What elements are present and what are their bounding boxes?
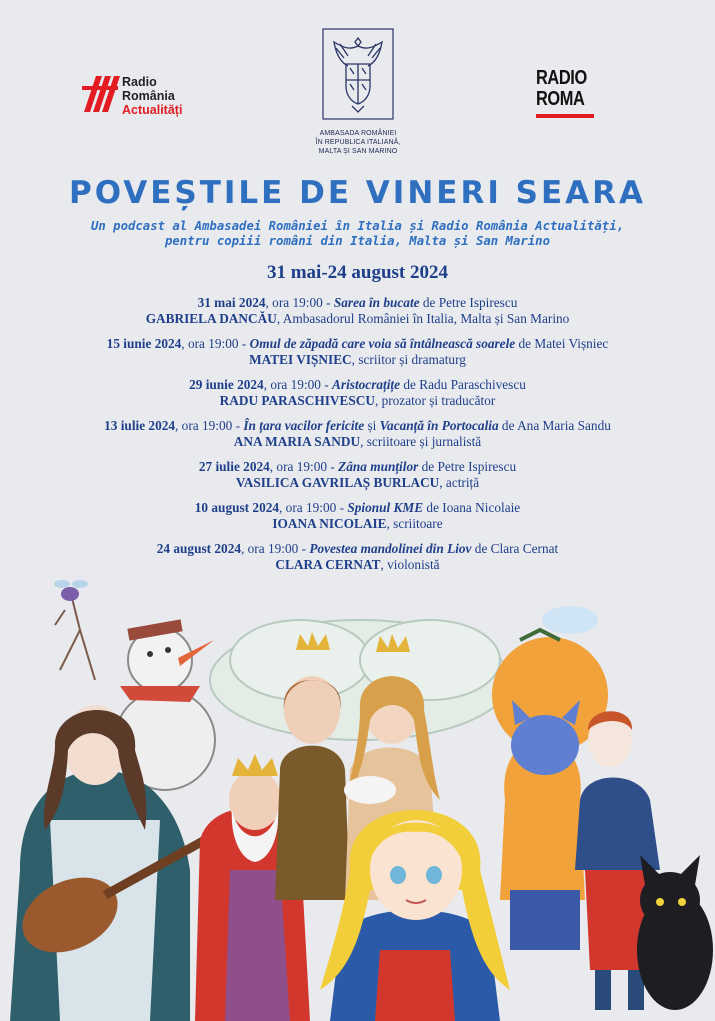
event-story: Omul de zăpadă care voia să întâlnească soarele: [249, 336, 516, 351]
event-date: 10 august 2024: [194, 500, 280, 515]
event-date: 29 iunie 2024: [189, 377, 264, 392]
event-author: de Ana Maria Sandu: [498, 418, 611, 433]
event-time: , ora 19:00 -: [181, 336, 250, 351]
roma-line-1: RADIO: [536, 67, 587, 89]
event-item: [30, 336, 685, 368]
event-story: În țara vacilor fericite: [243, 418, 365, 433]
event-reader: ANA MARIA SANDU: [233, 434, 361, 449]
event-story: Zâna munților: [338, 459, 419, 474]
event-author: de Radu Paraschivescu: [400, 377, 526, 392]
event-story: Povestea mandolinei din Liov: [309, 541, 472, 556]
event-date: 27 iulie 2024: [198, 459, 270, 474]
event-conjunction: și: [364, 418, 380, 433]
event-author: de Clara Cernat: [471, 541, 559, 556]
event-date: 24 august 2024: [156, 541, 241, 556]
radio-roma-logo: [536, 68, 600, 126]
event-reader: VASILICA GAVRILAȘ BURLACU: [235, 475, 440, 490]
black-cat: [637, 855, 713, 1010]
event-time: , ora 19:00 -: [241, 541, 310, 556]
event-date: 13 iulie 2024: [104, 418, 176, 433]
event-reader-role: , scriitor și dramaturg: [351, 352, 466, 367]
event-reader: CLARA CERNAT: [275, 557, 381, 572]
event-author: de Matei Vișniec: [515, 336, 609, 351]
roma-line-2: ROMA: [536, 88, 585, 110]
event-item: [30, 500, 685, 532]
event-item: [30, 295, 685, 327]
subtitle-line-1: Un podcast al Ambasadei României în Italia și Radio România Actualități,: [90, 219, 625, 233]
event-reader-role: , violonistă: [380, 557, 440, 572]
poster-subtitle: [40, 219, 675, 249]
event-date: 15 iunie 2024: [106, 336, 182, 351]
event-item: [30, 459, 685, 491]
poster-title: POVEȘTILE DE VINERI SEARA: [68, 175, 647, 211]
event-author: de Petre Ispirescu: [418, 459, 517, 474]
event-item: [30, 377, 685, 409]
embassy-line-2: ÎN REPUBLICA ITALIANĂ,: [315, 139, 401, 146]
event-story: Sarea în bucate: [333, 295, 420, 310]
event-item: [30, 541, 685, 573]
event-reader-role: , prozator și traducător: [374, 393, 496, 408]
event-list: [30, 295, 685, 582]
event-story: Aristocrațițe: [332, 377, 400, 392]
fairy-tale-illustration: [0, 570, 715, 1021]
event-time: , ora 19:00 -: [175, 418, 244, 433]
event-reader: GABRIELA DANCĂU: [145, 311, 277, 326]
event-reader: MATEI VIȘNIEC: [249, 352, 352, 367]
event-author: de Petre Ispirescu: [419, 295, 518, 310]
roma-underline: [536, 114, 594, 118]
event-story-2: Vacanță în Portocalia: [379, 418, 499, 433]
event-author: de Ioana Nicolaie: [423, 500, 521, 515]
rra-line-2: România: [122, 89, 175, 103]
event-time: , ora 19:00 -: [263, 377, 333, 392]
rra-line-1: Radio: [122, 75, 157, 89]
rra-line-3: Actualități: [122, 103, 183, 117]
event-reader-role: , scriitoare și jurnalistă: [360, 434, 482, 449]
coat-of-arms-icon: [322, 28, 394, 120]
embassy-name: [290, 129, 426, 156]
event-time: , ora 19:00 -: [265, 295, 334, 310]
date-range: 31 mai-24 august 2024: [266, 262, 449, 283]
event-story: Spionul KME: [347, 500, 424, 515]
event-reader-role: , scriitoare: [386, 516, 443, 531]
event-reader: IOANA NICOLAIE: [272, 516, 387, 531]
embassy-line-1: AMBASADA ROMÂNIEI: [319, 130, 397, 137]
subtitle-line-2: pentru copiii români din Italia, Malta și San Marino: [165, 234, 550, 248]
event-reader-role: , Ambasadorul României în Italia, Malta și San Marino: [276, 311, 570, 326]
branch-with-bird: [54, 580, 95, 680]
embassy-line-3: MALTA ȘI SAN MARINO: [318, 148, 398, 155]
radio-romania-actualitati-logo: [82, 72, 222, 122]
event-item: [30, 418, 685, 450]
event-time: , ora 19:00 -: [279, 500, 348, 515]
rra-stripes-icon: [82, 72, 122, 116]
event-reader-role: , actriță: [439, 475, 480, 490]
event-time: , ora 19:00 -: [269, 459, 339, 474]
event-date: 31 mai 2024: [197, 295, 266, 310]
event-reader: RADU PARASCHIVESCU: [219, 393, 375, 408]
